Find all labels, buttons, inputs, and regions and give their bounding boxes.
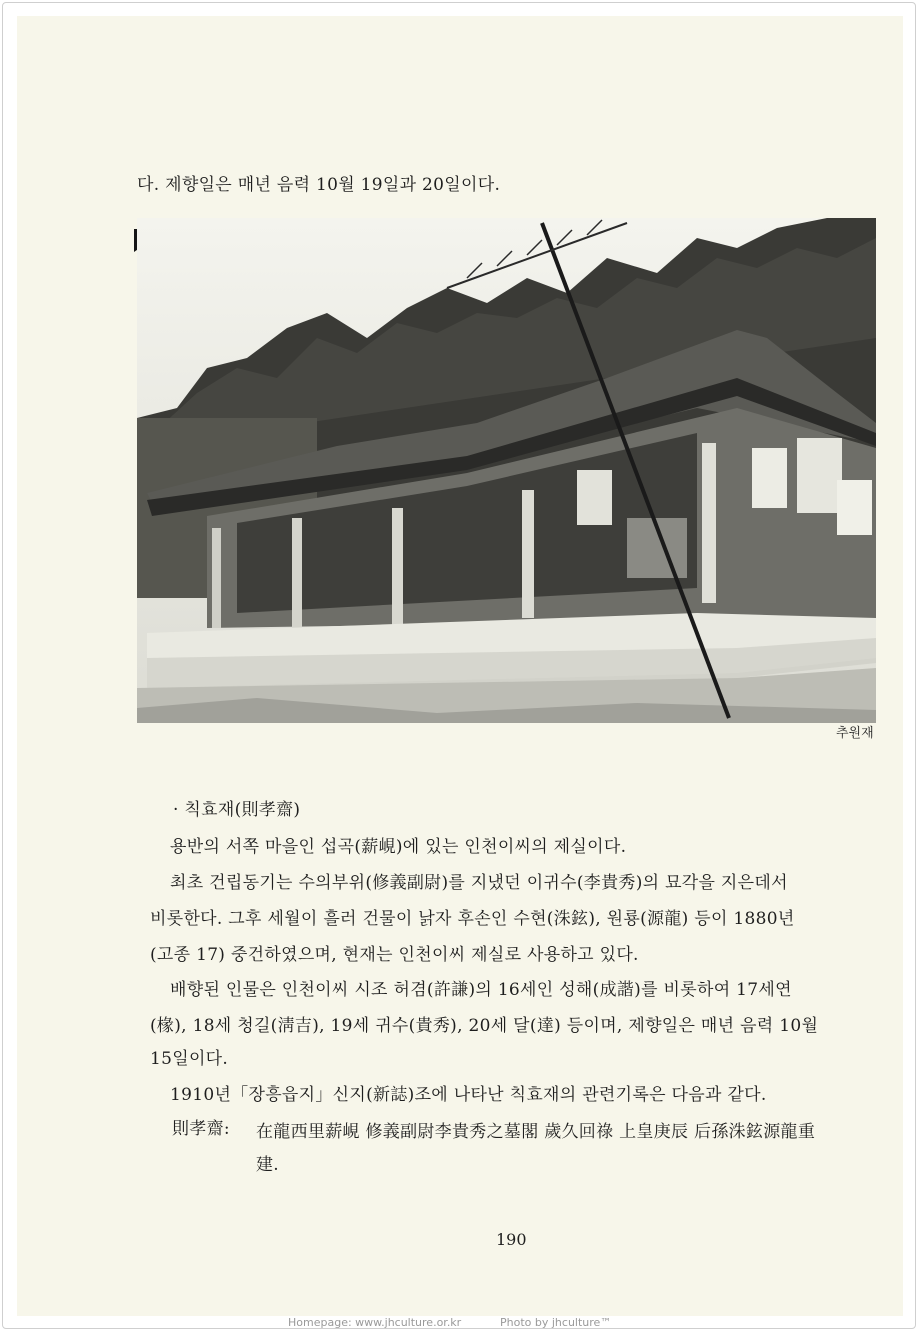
page-number: 190 bbox=[496, 1230, 527, 1249]
footer-homepage-link[interactable]: Homepage: www.jhculture.or.kr bbox=[288, 1316, 462, 1329]
body-line-1: 용반의 서쪽 마을인 섭곡(薪峴)에 있는 인천이씨의 제실이다. bbox=[170, 837, 627, 857]
top-text-line: 다. 제향일은 매년 음력 10월 19일과 20일이다. bbox=[137, 175, 501, 195]
record-line-1: 在龍西里薪峴 修義副尉李貴秀之墓閣 歲久回祿 上皇庚辰 后孫洙鉉源龍重 bbox=[256, 1122, 816, 1142]
body-line-6: (椽), 18세 청길(淸吉), 19세 귀수(貴秀), 20세 달(達) 등이며, 제향일은 매년 음력 10월 bbox=[150, 1016, 819, 1036]
section-heading: · 칙효재(則孝齋) bbox=[173, 800, 301, 820]
body-line-7: 15일이다. bbox=[150, 1049, 229, 1069]
record-label: 則孝齋: bbox=[172, 1119, 230, 1139]
building-photo bbox=[137, 218, 876, 723]
body-line-2: 최초 건립동기는 수의부위(修義副尉)를 지냈던 이귀수(李貴秀)의 묘각을 지은데서 bbox=[170, 873, 788, 893]
body-line-3: 비롯한다. 그후 세월이 흘러 건물이 낡자 후손인 수현(洙鉉), 원룡(源龍) 등이 1880년 bbox=[150, 909, 795, 929]
record-line-2: 建. bbox=[256, 1155, 280, 1175]
body-line-4: (고종 17) 중건하였으며, 현재는 인천이씨 제실로 사용하고 있다. bbox=[150, 945, 639, 965]
body-line-5: 배향된 인물은 인천이씨 시조 허겸(許謙)의 16세인 성해(成諧)를 비롯하여 17세연 bbox=[170, 980, 792, 1000]
photo-caption: 추원재 bbox=[836, 726, 874, 741]
footer-photo-credit: Photo by jhculture™ bbox=[500, 1316, 612, 1329]
body-line-8: 1910년「장흥읍지」신지(新誌)조에 나타난 칙효재의 관련기록은 다음과 같다. bbox=[170, 1085, 767, 1105]
